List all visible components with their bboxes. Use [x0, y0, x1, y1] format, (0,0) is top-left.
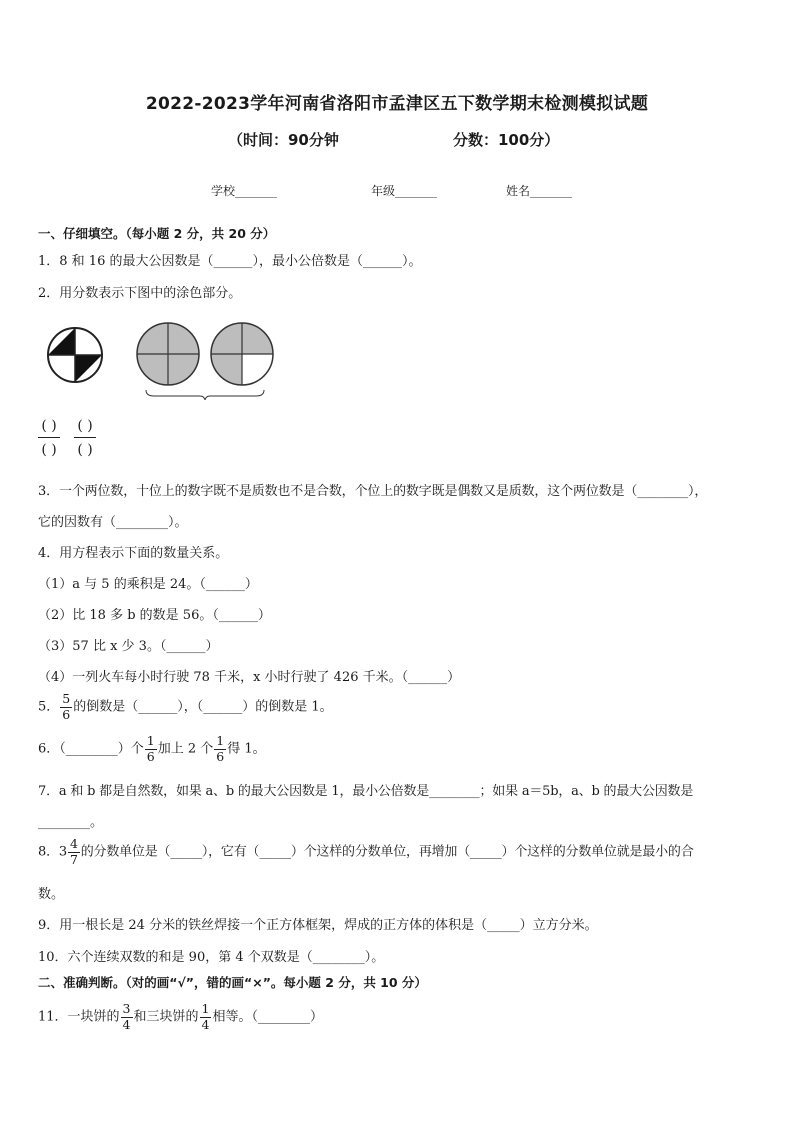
fraction-denominator-blank: ( ) — [77, 442, 93, 458]
fraction-numerator-blank: ( ) — [41, 418, 57, 434]
question-2: 2．用分数表示下图中的涂色部分。 — [38, 286, 242, 301]
quartered-circle-figure — [44, 324, 106, 386]
answer-fraction-2 — [74, 419, 96, 457]
question-4-part-3: （3）57 比 x 少 3。（______） — [38, 639, 219, 654]
fraction-numerator-blank: ( ) — [77, 418, 93, 434]
name-field: 姓名_______ — [506, 184, 573, 198]
question-5-text: 的倒数是（______），（______）的倒数是 1。 — [73, 699, 333, 715]
question-5-number: 5． — [38, 699, 60, 715]
two-circles-figure — [132, 318, 278, 400]
question-4-part-4: （4）一列火车每小时行驶 78 千米，x 小时行驶了 426 千米。（______） — [38, 670, 461, 685]
question-8-line-2: 数。 — [38, 887, 65, 902]
question-4-part-1: （1）a 与 5 的乘积是 24。（______） — [38, 577, 258, 592]
section-1-title: 一、仔细填空。（每小题 2 分，共 20 分） — [38, 226, 276, 241]
question-1: 1．8 和 16 的最大公因数是（______），最小公倍数是（______）。 — [38, 254, 422, 269]
question-8: 8．3 $\frac{4}{7}$ 的分数单位是（_____），它有（_____）个这样的分数单位，再增加（_____）个这样的分数单位就是最小的合 — [38, 836, 694, 867]
brace-under-circles — [146, 390, 264, 400]
grade-field: 年级_______ — [371, 184, 438, 198]
fraction-three-quarters: $\frac{3}{4}$ — [122, 1001, 131, 1032]
question-10: 10．六个连续双数的和是 90，第 4 个双数是（________）。 — [38, 950, 385, 965]
page-title: 2022-2023学年河南省洛阳市孟津区五下数学期末检测模拟试题 — [145, 94, 649, 114]
question-7-line-1: 7．a 和 b 都是自然数，如果 a、b 的最大公因数是 1，最小公倍数是________；如果 a＝5b，a、b 的最大公因数是 — [38, 784, 694, 799]
question-4-part-2: （2）比 18 多 b 的数是 56。（______） — [38, 608, 271, 623]
section-2-title: 二、准确判断。（对的画“√”，错的画“×”。每小题 2 分，共 10 分） — [38, 975, 427, 990]
question-5 — [38, 693, 333, 721]
school-field: 学校_______ — [211, 184, 278, 198]
exam-time: （时间：90分钟 — [228, 131, 339, 149]
question-9: 9．用一根长是 24 分米的铁丝焊接一个正方体框架，焊成的正方体的体积是（_____）立方分米。 — [38, 918, 598, 933]
question-4: 4．用方程表示下面的数量关系。 — [38, 546, 229, 561]
question-7-line-2: ________。 — [38, 815, 104, 830]
fraction-four-sevenths: $\frac{4}{7}$ — [69, 836, 78, 867]
fraction-five-sixths: $\frac{5}{6}$ — [62, 691, 71, 722]
fraction-one-sixth: $\frac{1}{6}$ — [146, 733, 155, 764]
fraction-one-sixth: $\frac{1}{6}$ — [216, 733, 225, 764]
question-3-line-2: 它的因数有（________）。 — [38, 515, 188, 530]
question-11: 11．一块饼的 $\frac{3}{4}$ 和三块饼的 $\frac{1}{4}$ 相等。（________） — [38, 1001, 323, 1032]
question-3-line-1: 3．一个两位数，十位上的数字既不是质数也不是合数，个位上的数字既是偶数又是质数，这个两位数是（________）， — [38, 484, 708, 499]
fraction-denominator-blank: ( ) — [41, 442, 57, 458]
fraction-one-quarter: $\frac{1}{4}$ — [201, 1001, 210, 1032]
exam-score: 分数：100分） — [453, 131, 560, 149]
question-6: 6．（________）个 $\frac{1}{6}$ 加上 2 个 $\frac{1}{6}$ 得 1。 — [38, 733, 266, 764]
answer-fraction-1 — [38, 419, 60, 457]
